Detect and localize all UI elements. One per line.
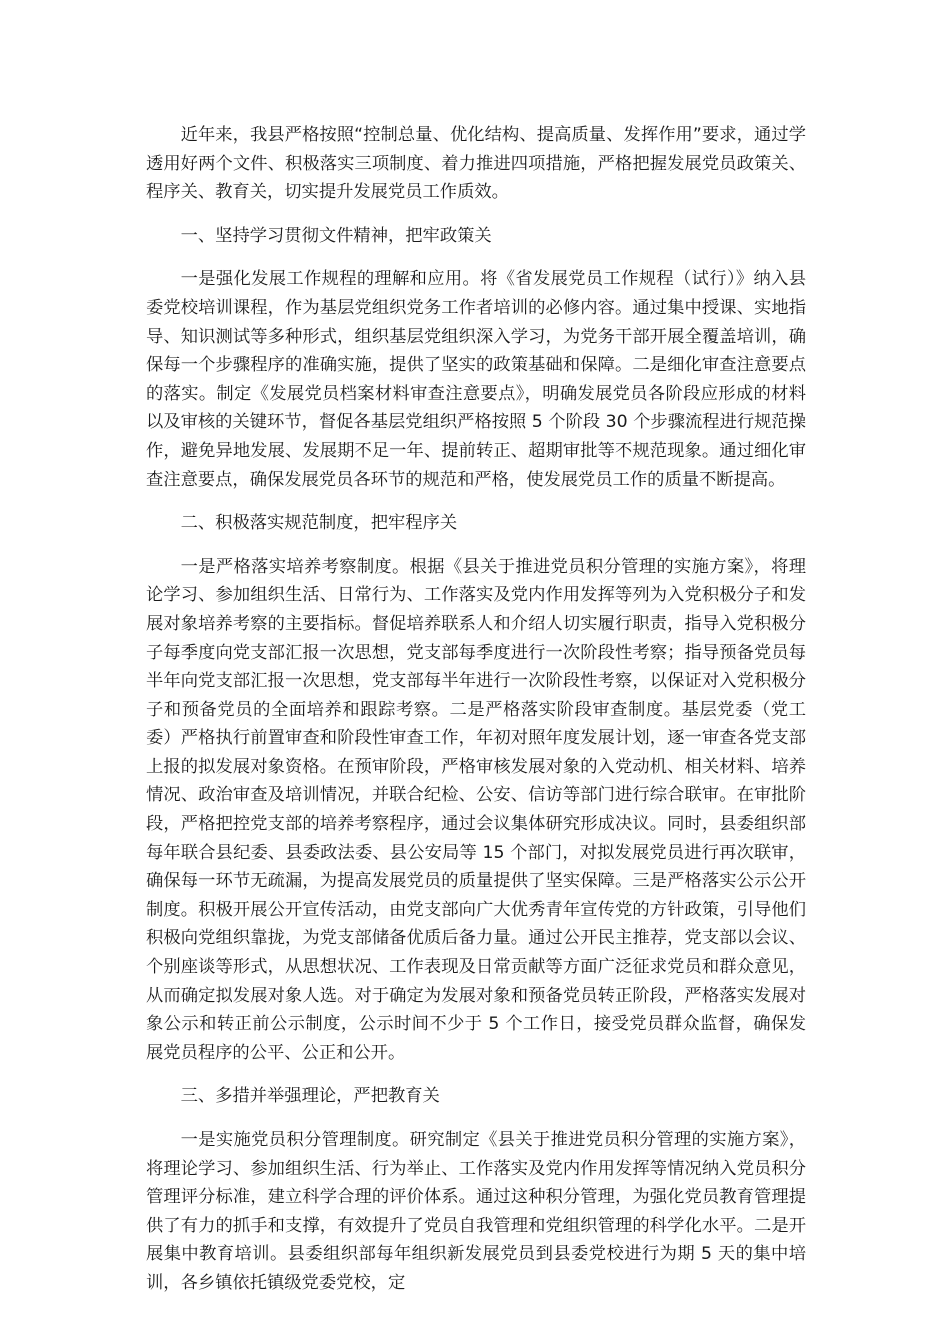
section-1-heading: 一、坚持学习贯彻文件精神，把牢政策关 [180, 225, 492, 246]
section-2-body: 一是严格落实培养考察制度。根据《县关于推进党员积分管理的实施方案》，将理论学习、参加组织生活、日常行为、工作落实及党内作用发挥等列为入党积极分子和发展对象培养考察的主要指标。督促培养联系人和介绍人切实履行职责，指导入党积极分子每季度向党支部汇报一次思想，党支部每季度进行一次阶段性考察；指导预备党员每半年向党支部汇报一次思想，党支部每半年进行一次阶段性考察，以保证对入党积极分子和预备党员的全面培养和跟踪考察。二是严格落实阶段审查制度。基层党委（党工委）严格执行前置审查和阶段性审查工作，年初对照年度发展计划，逐一审查各党支部上报的拟发展对象资格。在预审阶段，严格审核发展对象的入党动机、相关材料、培养情况、政治审查及培训情况，并联合纪检、公安、信访等部门进行综合联审。在审批阶段，严格把控党支部的培养考察程序，通过会议集体研究形成决议。同时，县委组织部每年联合县纪委、县委政法委、县公安局等 15 个部门，对拟发展党员进行再次联审，确保每一环节无疏漏，为提高发展党员的质量提供了坚实保障。三是严格落实公示公开制度。积极开展公开宣传活动，由党支部向广大优秀青年宣传党的方针政策，引导他们积极向党组织靠拢，为党支部储备优质后备力量。通过公开民主推荐，党支部以会议、个别座谈等形式，从思想状况、工作表现及日常贡献等方面广泛征求党员和群众意见，从而确定拟发展对象人选。对于确定为发展对象和预备党员转正阶段，严格落实发展对象公示和转正前公示制度，公示时间不少于 5 个工作日，接受党员群众监督，确保发展党员程序的公平、公正和公开。 [146, 556, 806, 1063]
intro-paragraph: 近年来，我县严格按照“控制总量、优化结构、提高质量、发挥作用”要求，通过学透用好两个文件、积极落实三项制度、着力推进四项措施，严格把握发展党员政策关、程序关、教育关，切实提升发展党员工作质效。 [146, 125, 806, 203]
section-1-body: 一是强化发展工作规程的理解和应用。将《省发展党员工作规程（试行）》纳入县委党校培训课程，作为基层党组织党务工作者培训的必修内容。通过集中授课、实地指导、知识测试等多种形式，组织基层党组织深入学习，为党务干部开展全覆盖培训，确保每一个步骤程序的准确实施，提供了坚实的政策基础和保障。二是细化审查注意要点的落实。制定《发展党员档案材料审查注意要点》，明确发展党员各阶段应形成的材料以及审核的关键环节，督促各基层党组织严格按照 5 个阶段 30 个步骤流程进行规范操作，避免异地发展、发展期不足一年、提前转正、超期审批等不规范现象。通过细化审查注意要点，确保发展党员各环节的规范和严格，使发展党员工作的质量不断提高。 [146, 269, 806, 490]
section-3-heading: 三、多措并举强理论，严把教育关 [180, 1086, 440, 1107]
document-page [146, 121, 806, 1313]
section-2-heading: 二、积极落实规范制度，把牢程序关 [180, 513, 458, 534]
section-3-body: 一是实施党员积分管理制度。研究制定《县关于推进党员积分管理的实施方案》，将理论学习、参加组织生活、行为举止、工作落实及党内作用发挥等情况纳入党员积分管理评分标准，建立科学合理的评价体系。通过这种积分管理，为强化党员教育管理提供了有力的抓手和支撑，有效提升了党员自我管理和党组织管理的科学化水平。二是开展集中教育培训。县委组织部每年组织新发展党员到县委党校进行为期 5 天的集中培训，各乡镇依托镇级党委党校，定 [146, 1130, 806, 1293]
